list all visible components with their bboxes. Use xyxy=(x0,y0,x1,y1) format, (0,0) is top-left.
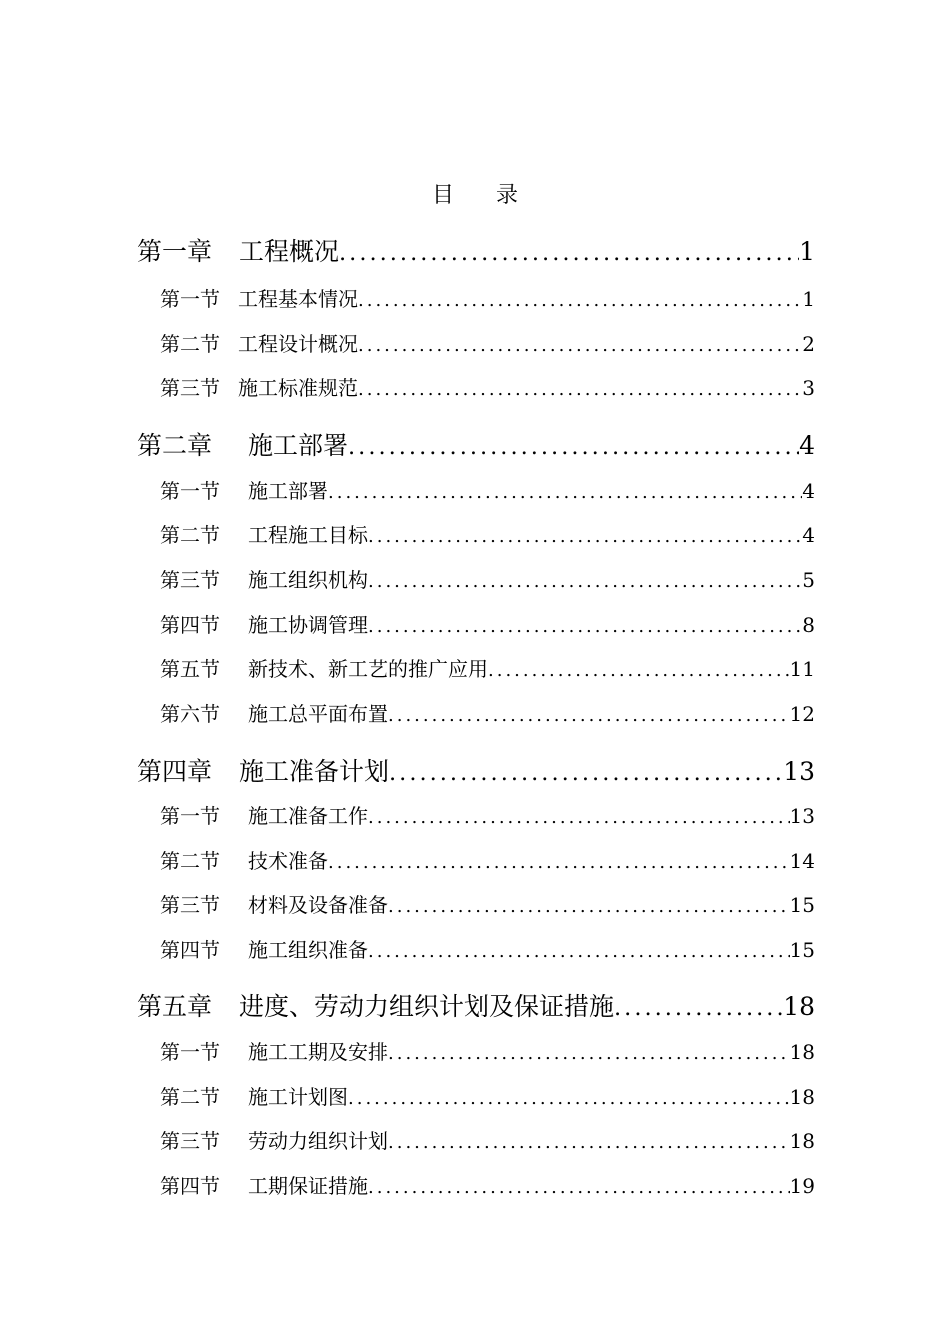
entry-page: 18 xyxy=(783,992,815,1021)
entry-page: 13 xyxy=(789,804,815,828)
entry-number: 第四节 xyxy=(160,938,220,962)
entry-page: 2 xyxy=(802,332,815,356)
dot-leader xyxy=(368,1177,790,1198)
entry-title: 工程基本情况 xyxy=(238,287,358,311)
entry-title: 施工组织准备 xyxy=(248,938,368,962)
toc-entry-section[interactable] xyxy=(160,845,815,874)
entry-page: 4 xyxy=(799,431,815,460)
entry-number: 第二节 xyxy=(160,332,220,356)
entry-number: 第一章 xyxy=(137,237,213,266)
entry-title: 施工部署 xyxy=(248,431,349,460)
toc-title-part2: 录 xyxy=(496,183,519,208)
entry-title: 技术准备 xyxy=(248,849,328,873)
entry-number: 第四章 xyxy=(137,757,213,786)
toc-entry-section[interactable] xyxy=(160,1036,815,1065)
dot-leader xyxy=(368,807,790,828)
entry-number: 第二节 xyxy=(160,849,220,873)
dot-leader xyxy=(388,1043,790,1064)
toc-entry-section[interactable] xyxy=(160,475,815,504)
entry-page: 18 xyxy=(789,1085,815,1109)
entry-page: 11 xyxy=(789,657,815,681)
entry-title: 工程设计概况 xyxy=(238,332,358,356)
entry-page: 15 xyxy=(789,938,815,962)
entry-page: 8 xyxy=(802,613,815,637)
dot-leader xyxy=(614,995,783,1021)
dot-leader xyxy=(348,1088,790,1109)
entry-title: 新技术、新工艺的推广应用 xyxy=(248,657,488,681)
toc-entry-chapter[interactable] xyxy=(137,987,815,1023)
entry-page: 5 xyxy=(802,568,815,592)
toc-entry-section[interactable] xyxy=(160,1170,815,1199)
toc-entry-section[interactable] xyxy=(160,1125,815,1154)
dot-leader xyxy=(339,240,799,266)
toc-entry-section[interactable] xyxy=(160,283,815,312)
entry-title: 施工总平面布置 xyxy=(248,702,388,726)
entry-number: 第一节 xyxy=(160,479,220,503)
entry-title: 施工标准规范 xyxy=(238,376,358,400)
dot-leader xyxy=(358,379,802,400)
dot-leader xyxy=(358,290,802,311)
entry-page: 12 xyxy=(789,702,815,726)
dot-leader xyxy=(388,705,790,726)
toc-entry-section[interactable] xyxy=(160,653,815,682)
entry-title: 施工工期及安排 xyxy=(248,1040,388,1064)
entry-number: 第三节 xyxy=(160,376,220,400)
dot-leader xyxy=(328,482,802,503)
dot-leader xyxy=(368,571,802,592)
entry-page: 18 xyxy=(789,1040,815,1064)
entry-title: 工期保证措施 xyxy=(248,1174,368,1198)
toc-entry-section[interactable] xyxy=(160,328,815,357)
entry-number: 第三节 xyxy=(160,893,220,917)
entry-number: 第一节 xyxy=(160,1040,220,1064)
entry-title: 施工准备计划 xyxy=(239,757,390,786)
entry-number: 第四节 xyxy=(160,613,220,637)
entry-number: 第二节 xyxy=(160,523,220,547)
entry-title: 材料及设备准备 xyxy=(248,893,388,917)
toc-entry-chapter[interactable] xyxy=(137,752,815,788)
toc-entry-section[interactable] xyxy=(160,372,815,401)
dot-leader xyxy=(389,760,783,786)
entry-page: 19 xyxy=(789,1174,815,1198)
toc-entry-section[interactable] xyxy=(160,934,815,963)
toc-title xyxy=(0,178,950,209)
dot-leader xyxy=(348,434,799,460)
entry-number: 第三节 xyxy=(160,1129,220,1153)
entry-page: 1 xyxy=(802,287,815,311)
entry-title: 施工准备工作 xyxy=(248,804,368,828)
dot-leader xyxy=(358,335,802,356)
toc-entry-section[interactable] xyxy=(160,519,815,548)
toc-entry-section[interactable] xyxy=(160,698,815,727)
dot-leader xyxy=(368,941,790,962)
entry-title: 进度、劳动力组织计划及保证措施 xyxy=(239,992,615,1021)
entry-title: 施工部署 xyxy=(248,479,328,503)
toc-entry-chapter[interactable] xyxy=(137,232,815,268)
entry-page: 1 xyxy=(799,237,815,266)
entry-title: 施工协调管理 xyxy=(248,613,368,637)
entry-number: 第三节 xyxy=(160,568,220,592)
entry-title: 施工组织机构 xyxy=(248,568,368,592)
entry-title: 工程施工目标 xyxy=(248,523,368,547)
entry-number: 第二节 xyxy=(160,1085,220,1109)
entry-page: 15 xyxy=(789,893,815,917)
toc-entry-chapter[interactable] xyxy=(137,426,815,462)
toc-title-part1: 目 xyxy=(431,183,454,208)
entry-page: 4 xyxy=(802,523,815,547)
entry-number: 第四节 xyxy=(160,1174,220,1198)
entry-page: 13 xyxy=(783,757,815,786)
entry-title: 施工计划图 xyxy=(248,1085,348,1109)
entry-number: 第一节 xyxy=(160,804,220,828)
dot-leader xyxy=(488,660,790,681)
dot-leader xyxy=(368,526,802,547)
entry-number: 第五章 xyxy=(137,992,213,1021)
toc-entry-section[interactable] xyxy=(160,1081,815,1110)
entry-number: 第六节 xyxy=(160,702,220,726)
entry-page: 3 xyxy=(802,376,815,400)
toc-entry-section[interactable] xyxy=(160,889,815,918)
entry-number: 第一节 xyxy=(160,287,220,311)
entry-title: 工程概况 xyxy=(239,237,340,266)
entry-page: 14 xyxy=(789,849,815,873)
entry-page: 4 xyxy=(802,479,815,503)
toc-entry-section[interactable] xyxy=(160,609,815,638)
entry-number: 第五节 xyxy=(160,657,220,681)
toc-entry-section[interactable] xyxy=(160,564,815,593)
entry-page: 18 xyxy=(789,1129,815,1153)
dot-leader xyxy=(328,852,790,873)
dot-leader xyxy=(388,896,790,917)
entry-number: 第二章 xyxy=(137,431,213,460)
toc-entry-section[interactable] xyxy=(160,800,815,829)
dot-leader xyxy=(388,1132,790,1153)
entry-title: 劳动力组织计划 xyxy=(248,1129,388,1153)
dot-leader xyxy=(368,616,802,637)
